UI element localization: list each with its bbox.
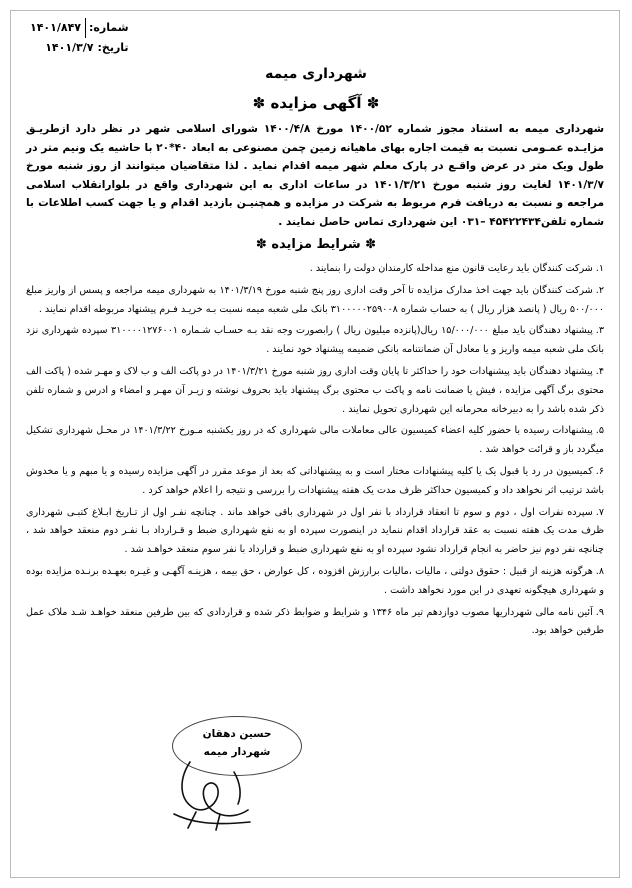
condition-number: ۷. [595, 506, 604, 518]
conditions-title: ✽ شرایط مزایده ✽ [255, 237, 377, 252]
condition-item [26, 282, 604, 320]
letter-date [30, 38, 129, 58]
condition-item [26, 563, 604, 601]
condition-item [26, 260, 604, 279]
condition-number: ۶. [595, 465, 604, 477]
intro-paragraph: شهرداری میمه به استناد مجوز شماره ۱۴۰۰/۵۲ مورخ ۱۴۰۰/۴/۸ شورای اسلامی شهر در نظر دارد ازطریـق مزایـده عمـومی نسبت به قیمت اجاره بهای ماهیانه زمین چمن مصنوعی به ابعاد ۴۰*۲۰ با حاشیه یک ونیم متر در طول ویک متر در عرض واقـع در پارک معلم شهر میمه اقدام نماید . لذا متقاضیان میتوانند از روز شنبه مورخ ۱۴۰۱/۳/۷ لغایت روز شنبه مورخ ۱۴۰۱/۳/۲۱ در ساعات اداری به این شهرداری واقع در بلوارانقلاب اسلامی مراجعه و نسبت به دریافت فرم مربوط به شرکت در مزایده و همچنیـن بازدید اقدام و یا جهت کسب اطلاعات با شماره تلفن۴۵۴۲۲۴۳۴ –۰۳۱ این شهرداری تماس حاصل نمایند . [26, 123, 605, 228]
handwritten-signature [160, 752, 270, 832]
condition-item [26, 322, 604, 360]
letter-number [30, 18, 129, 38]
condition-text: آئین نامه مالی شهرداریها مصوب دوازدهم تیر ماه ۱۳۴۶ و شرایط و ضوابط ذکر شده و قراردادی که بین طرفین منعقد خواهـد شـد ملاک عمل طرفین خواهد بود. [26, 606, 604, 637]
condition-number: ۱. [595, 263, 604, 274]
condition-number: ۵. [595, 425, 604, 437]
condition-item [26, 604, 604, 642]
condition-text: سپرده نفرات اول ، دوم و سوم تا انعقاد قرارداد با نفر اول در شهرداری باقی خواهد ماند . چنانچه نفـر اول از تـاریخ ابـلاغ کتبـی شهرداری ظرف مدت یک هفته نسبت به عقد قرارداد اقدام ننماید در اینصورت سپرده او به نفع شهرداری ضبط و قـرارداد بـا نفـر دوم منعقد خواهد شد ، چنانچه نفر دوم نیز حاضر به انجام قرارداد نشود سپرده او به نفع شهرداری ضبط و قرارداد با نفر سوم منعقد خواهـد شد . [26, 506, 604, 556]
condition-number: ۳. [595, 325, 605, 337]
notice-title: ✽ آگهی مزایده ✽ [252, 94, 380, 112]
condition-number: ۲. [595, 284, 604, 296]
condition-text: پیشنهاد دهندگان باید مبلغ ۱۵/۰۰۰/۰۰۰ ریال(پانزده میلیون ریال ) رابصورت وجه نقد بـه حسـاب شـماره ۳۱۰۰۰۰۱۲۷۶۰۰۱ سپرده شهرداری نزد بانک ملی شعبه میمه واریز و یا معادل آن ضمانتنامه بانکی ضمیمه پیشنهاد خود نمایند . [26, 325, 604, 356]
signer-position: شهردار میمه [203, 746, 271, 758]
condition-item [26, 463, 604, 501]
org-title: شهرداری میمه [265, 66, 367, 82]
condition-text: هرگونه هزینه از قبیل : حقوق دولتی ، مالیات ،مالیات برارزش افزوده ، کل عوارض ، حق بیمه ، هزینـه آگهـی و غیـره بعهـده برنـده مزایده بوده و شهرداری هیچگونه تعهدی در این مورد نخواهد داشت . [26, 565, 604, 596]
condition-number: ۴. [595, 365, 604, 377]
letter-meta [30, 18, 129, 58]
condition-text: شرکت کنندگان باید رعایت قانون منع مداخله کارمندان دولت را بنمایند . [309, 263, 593, 274]
letter-date-value: ۱۴۰۱/۳/۷ [45, 41, 94, 54]
condition-text: کمیسیون در رد یا قبول یک یا کلیه پیشنهادات مختار است و به پیشنهاداتی که بعد از موعد مقرر در آگهی مزایده رسیده و یا مبهم و یا مخدوش باشد ترتیب اثر نخواهد داد و کمیسیون حداکثر ظرف مدت یک هفته پیشنهادات را بررسی و نتیجه را اعلام خواهد کرد . [26, 465, 604, 496]
condition-text: شرکت کنندگان باید جهت اخذ مدارک مزایده تا آخر وقت اداری روز پنج شنبه مورخ ۱۴۰۱/۳/۱۹ به شهرداری میمه مراجعه و پسس از واریز مبلغ ۵۰۰/۰۰۰ ریال ( پانصد هزار ریال ) به حساب شماره ۳۱۰۰۰۰۰۲۵۹۰۰۸ بانک ملی شعبه میمه نسبت بـه خریـد فـرم پیشنهاد مربوطه اقدام نمایند . [26, 284, 604, 315]
condition-number: ۹. [595, 606, 604, 618]
condition-item [26, 504, 604, 560]
signer-name: حسین دهقان [202, 728, 272, 740]
condition-text: پیشنهاد دهندگان باید پیشنهادات خود را حداکثر تا پایان وقت اداری روز شنبه مورخ ۱۴۰۱/۳/۲۱ در دو پاکت الف و ب لاک و مهـر شده ( پاکت الف محتوی برگ آگهی مزایده ، فیش یا ضمانت نامه و پاکت ب محتوی برگ پیشنهاد باید بحروف نوشته و زیـر آن مهـر و امضاء و ادرس و شماره تلفن ذکر شده باشد را به دبیرخانه محرمانه این شهرداری تحویل نمایند . [26, 365, 604, 415]
condition-item [26, 422, 604, 460]
condition-item [26, 363, 604, 419]
condition-text: پیشنهادات رسیده با حضور کلیه اعضاء کمیسیون عالی معاملات مالی شهرداری که در روز یکشنبه مـورخ ۱۴۰۱/۳/۲۲ در محـل شهرداری تشکیل میگردد باز و قرائت خواهد شد . [26, 425, 604, 456]
letter-number-value: ۱۴۰۱/۸۴۷ [30, 21, 82, 34]
conditions-list [26, 260, 604, 644]
condition-number: ۸. [595, 565, 604, 577]
letter-date-label: تاریخ: [97, 41, 129, 54]
letter-number-label: شماره: [85, 18, 129, 38]
